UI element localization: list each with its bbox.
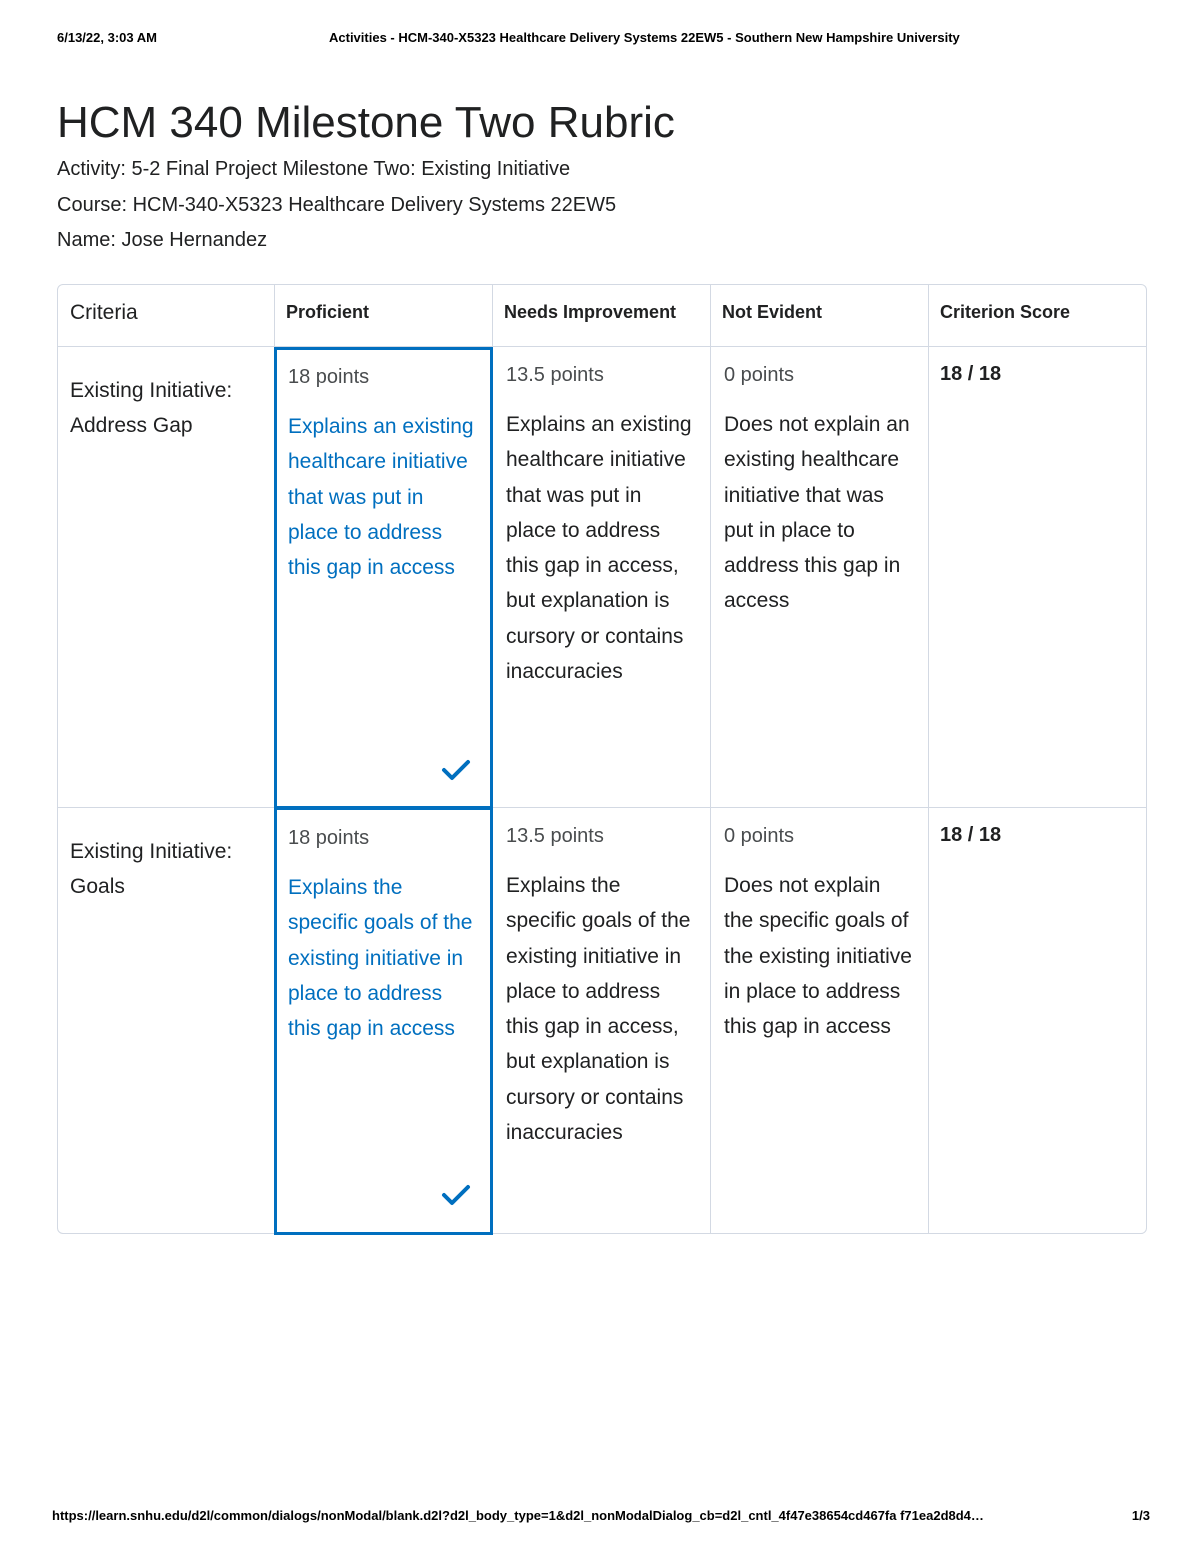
level-description: Explains the specific goals of the existing initiative in place to address this gap in access	[288, 876, 473, 1041]
level-needs-improvement[interactable]	[492, 361, 709, 689]
header-proficient: Proficient	[286, 302, 370, 322]
level-description: Explains the specific goals of the existing initiative in place to address this gap in access, but explanation is cursory or contains inaccuracies	[506, 874, 691, 1145]
level-description: Does not explain an existing healthcare initiative that was put in place to address this gap in access	[724, 413, 910, 613]
row-divider	[58, 346, 1146, 347]
criterion-score: 18 / 18	[940, 363, 1002, 385]
rubric-table	[57, 284, 1147, 1234]
print-page-title: Activities - HCM-340-X5323 Healthcare Delivery Systems 22EW5 - Southern New Hampshire University	[329, 30, 960, 45]
student-name: Name: Jose Hernandez	[57, 229, 268, 251]
print-url: https://learn.snhu.edu/d2l/common/dialogs/nonModal/blank.d2l?d2l_body_type=1&d2l_nonModalDialog_cb=d2l_cntl_4f47e38654cd467fa f71ea2d8d4…	[52, 1508, 984, 1523]
level-description: Explains an existing healthcare initiative that was put in place to address this gap in access, but explanation is cursory or contains inaccuracies	[506, 413, 692, 684]
level-points: 18 points	[288, 827, 370, 849]
level-points: 0 points	[724, 825, 795, 847]
print-footer	[52, 1508, 1150, 1526]
page-number: 1/3	[1131, 1508, 1150, 1523]
level-proficient[interactable]	[274, 824, 491, 1046]
header-criteria: Criteria	[70, 301, 138, 324]
level-needs-improvement[interactable]	[492, 822, 709, 1150]
level-not-evident[interactable]	[710, 361, 927, 619]
header-needs-improvement: Needs Improvement	[504, 302, 677, 322]
level-points: 13.5 points	[506, 364, 604, 386]
check-icon	[441, 1183, 471, 1207]
check-icon	[441, 758, 471, 782]
criterion-score: 18 / 18	[940, 824, 1002, 846]
rubric-title: HCM 340 Milestone Two Rubric	[57, 98, 675, 147]
course-label: Course: HCM-340-X5323 Healthcare Delivery Systems 22EW5	[57, 194, 617, 216]
level-description: Explains an existing healthcare initiative that was put in place to address this gap in access	[288, 415, 474, 580]
header-criterion-score: Criterion Score	[940, 302, 1071, 322]
activity-label: Activity: 5-2 Final Project Milestone Two: Existing Initiative	[57, 158, 571, 180]
print-header	[57, 30, 1150, 48]
level-points: 0 points	[724, 364, 795, 386]
print-datetime: 6/13/22, 3:03 AM	[57, 30, 157, 45]
level-proficient[interactable]	[274, 363, 491, 585]
row-divider	[58, 807, 1146, 808]
level-points: 18 points	[288, 366, 370, 388]
level-points: 13.5 points	[506, 825, 604, 847]
level-not-evident[interactable]	[710, 822, 927, 1044]
column-divider	[928, 285, 929, 1233]
header-not-evident: Not Evident	[722, 302, 823, 322]
criterion-name-goals: Existing Initiative: Goals	[70, 840, 233, 898]
level-description: Does not explain the specific goals of the existing initiative in place to address this gap in access	[724, 874, 912, 1039]
criterion-name-address-gap: Existing Initiative: Address Gap	[70, 379, 233, 437]
